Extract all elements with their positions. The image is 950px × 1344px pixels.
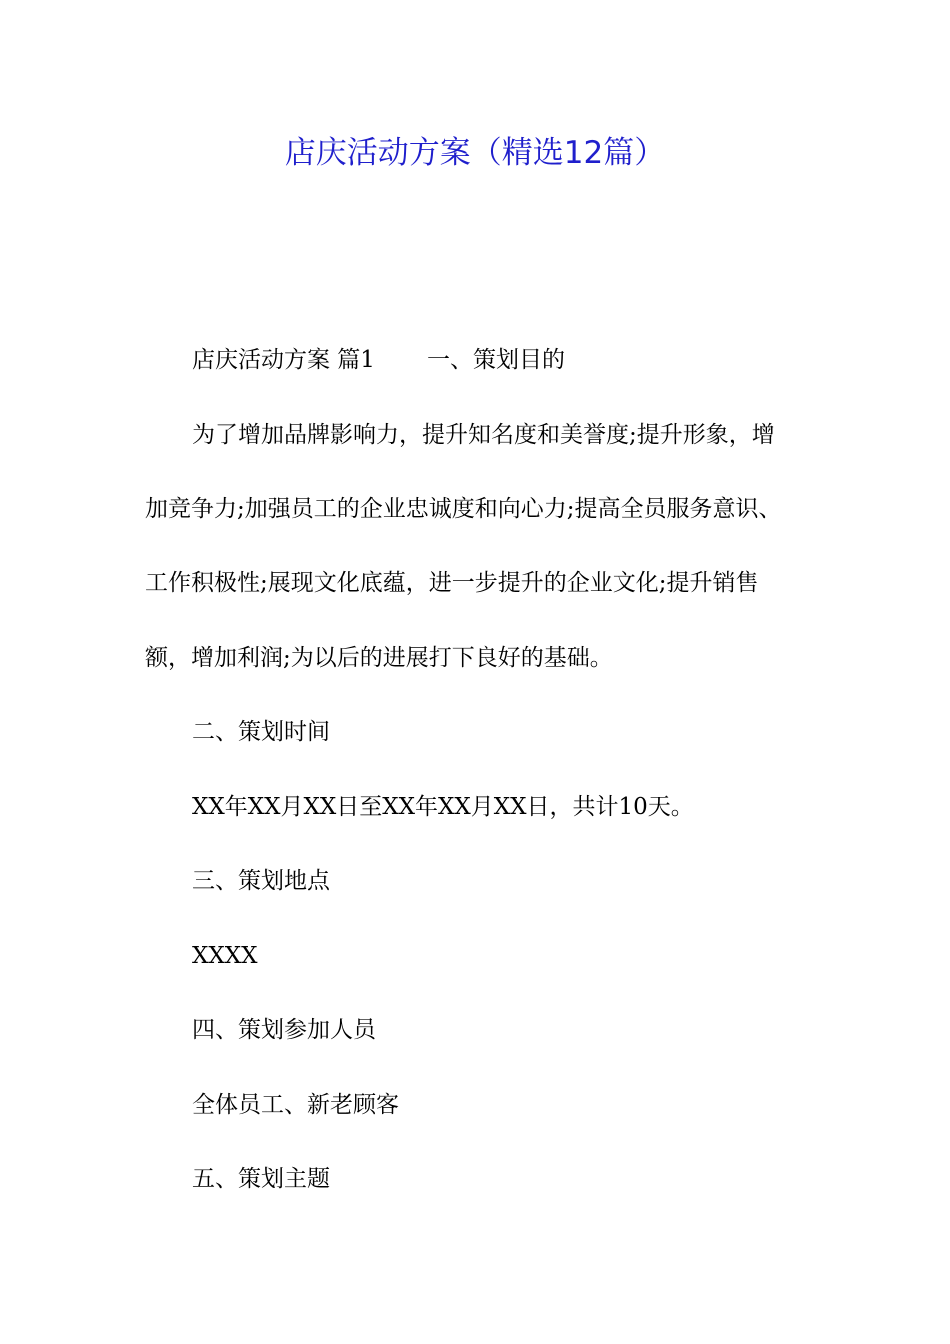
time-text: XX年XX月XX日至XX年XX月XX日，共计10天。 bbox=[192, 794, 694, 820]
section-heading: 店庆活动方案 篇1 bbox=[192, 347, 375, 373]
document-title: 店庆活动方案（精选12篇） bbox=[284, 135, 666, 171]
participants-text: 全体员工、新老顾客 bbox=[192, 1092, 399, 1118]
heading-time: 二、策划时间 bbox=[192, 719, 330, 745]
purpose-line-1: 为了增加品牌影响力，提升知名度和美誉度;提升形象，增 bbox=[192, 422, 775, 448]
purpose-line-4: 额，增加利润;为以后的进展打下良好的基础。 bbox=[145, 645, 613, 671]
heading-participants: 四、策划参加人员 bbox=[192, 1017, 376, 1043]
heading-purpose: 一、策划目的 bbox=[426, 347, 565, 373]
heading-theme: 五、策划主题 bbox=[192, 1166, 330, 1192]
purpose-line-3: 工作积极性;展现文化底蕴，进一步提升的企业文化;提升销售 bbox=[145, 570, 759, 596]
purpose-line-2: 加竞争力;加强员工的企业忠诚度和向心力;提高全员服务意识、 bbox=[145, 496, 782, 522]
place-text: XXXX bbox=[192, 943, 258, 969]
heading-place: 三、策划地点 bbox=[192, 868, 330, 894]
first-line bbox=[192, 345, 565, 375]
